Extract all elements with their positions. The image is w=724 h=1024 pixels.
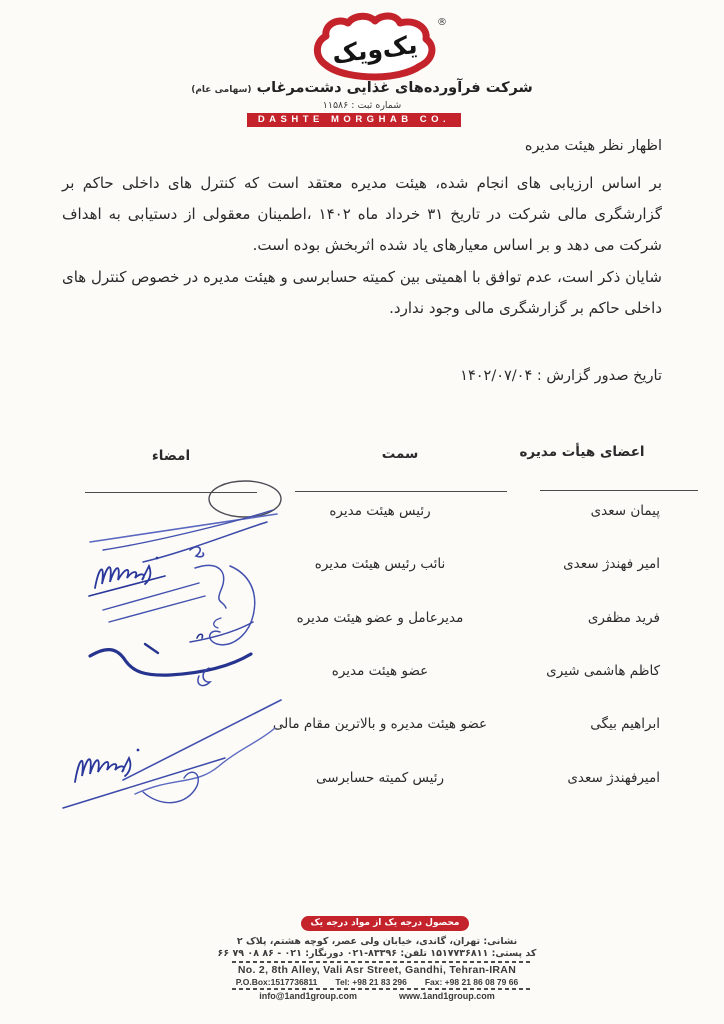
members-column-rule [540, 490, 698, 491]
member-name: کاظم هاشمی شیری [546, 663, 660, 679]
logo-brand-text: یک‌ویک [330, 29, 419, 70]
member-position: رئیس هیئت مدیره [329, 503, 431, 519]
registered-trademark: ® [437, 17, 447, 28]
member-name: امیر فهندژ سعدی [563, 556, 660, 572]
company-name: شرکت فرآورده‌های غذایی دشت‌مرغاب (سهامی عام) [191, 80, 533, 96]
document-title: اظهار نظر هیئت مدیره [524, 138, 662, 154]
member-name: ابراهیم بیگی [590, 716, 660, 732]
member-position: عضو هیئت مدیره [331, 663, 429, 679]
company-type: (سهامی عام) [191, 85, 252, 95]
address-english: No. 2, 8th Alley, Vali Asr Street, Gandhi, Tehran-IRAN [237, 964, 517, 976]
address-farsi: نشانی: تهران، گاندی، خیابان ولی عصر، کوچه هشتم، پلاک ۲ [236, 936, 518, 947]
member-position: نائب رئیس هیئت مدیره [314, 556, 446, 572]
company-banner: DASHTE MORGHAB CO. [247, 113, 461, 127]
website-text: www.1and1group.com [399, 991, 495, 1001]
report-date: تاریخ صدور گزارش : ۱۴۰۲/۰۷/۰۴ [460, 368, 662, 384]
member-position: رئیس کمیته حسابرسی [315, 770, 445, 786]
tel-text: Tel: +98 21 83 296 [335, 977, 407, 987]
member-name: امیرفهندژ سعدی [567, 770, 660, 786]
paragraph-assessment: بر اساس ارزیابی های انجام شده، هیئت مدیره معتقد است که کنترل های داخلی حاکم بر گزارشگری مالی شرکت در تاریخ ۳۱ خرداد ماه ۱۴۰۲ ،اطمینان معقولی از دستیابی به اهداف شرکت می دهد و بر اساس معیارهای یاد شده اثربخش بوده است. [62, 174, 662, 254]
email-text: info@1and1group.com [259, 991, 358, 1001]
member-name: پیمان سعدی [590, 503, 660, 519]
table-header-members: اعضای هیأت مدیره [519, 444, 645, 460]
yek-o-yek-logo-icon [305, 12, 445, 82]
member-position: مدیرعامل و عضو هیئت مدیره [296, 610, 464, 626]
brand-logo [305, 12, 445, 82]
signatures-overlay [45, 470, 305, 820]
signature-ink-icon [45, 470, 305, 820]
footer-divider [232, 961, 532, 963]
contact-english [197, 977, 557, 987]
footer-links [197, 991, 557, 1001]
table-header-position: سمت [381, 446, 419, 462]
table-header-signature: امضاء [151, 448, 191, 464]
footer-divider [232, 988, 532, 990]
member-position: عضو هیئت مدیره و بالاترین مقام مالی [272, 716, 488, 732]
fax-text: Fax: +98 21 86 08 79 66 [424, 977, 519, 987]
paragraph-disagreement: شایان ذکر است، عدم توافق با اهمیتی بین کمیته حسابرسی و هیئت مدیره در خصوص کنترل های داخلی حاکم بر گزارشگری مالی وجود ندارد. [62, 268, 662, 317]
position-column-rule [295, 491, 507, 492]
quality-slogan-badge: محصول درجه یک از مواد درجه یک [301, 916, 469, 931]
member-name: فرید مظفری [587, 610, 660, 626]
contact-farsi: کد پستی: ۱۵۱۷۷۳۶۸۱۱ تلفن: ۸۳۳۹۶-۰۲۱ دورنگار: ۰۲۱ - ۸۶ ۰۸ ۷۹ ۶۶ [217, 948, 537, 959]
registration-number: شماره ثبت : ۱۱۵۸۶ [322, 100, 402, 111]
pobox-text: P.O.Box:1517736811 [235, 977, 318, 987]
